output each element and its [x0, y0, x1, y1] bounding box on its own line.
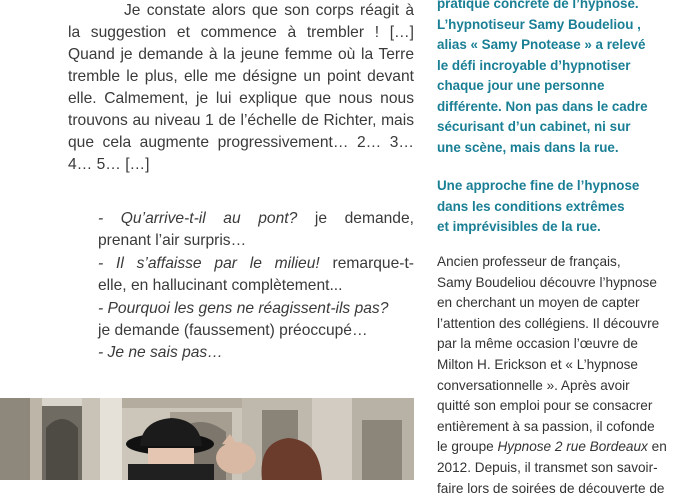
dialogue-line-1 — [98, 208, 414, 230]
dialogue-line-2 — [98, 230, 414, 252]
intro-line: chaque jour une personne — [437, 78, 605, 93]
intro-line: pratique concrète de l’hypnose. — [437, 0, 639, 11]
story-line: la Terre tremble le plus, elle me désigne un — [68, 46, 414, 85]
dialogue-narration: elle, en hallucinant complètement... — [98, 277, 343, 295]
story-line: Je constate alors que son corps réagit — [124, 2, 400, 19]
bio-line: en cherchant un moyen de capter — [437, 295, 640, 311]
dialogue-speech: - Je ne sais pas… — [98, 344, 223, 362]
intro-line: différente. Non pas dans le cadre — [437, 98, 648, 114]
bio-line: Ancien professeur de français, — [437, 254, 621, 269]
intro-line: sécurisant d’un cabinet, ni sur — [437, 119, 631, 134]
story-line: point devant elle. Calmement, je lui explique — [68, 68, 414, 107]
dialogue-speech: - Pourquoi les gens ne réagissent-ils pas? — [98, 299, 389, 317]
dialogue-narration: prenant l’air surpris… — [98, 232, 247, 250]
bio-line: Samy Boudeliou découvre l’hypnose — [437, 274, 657, 290]
story-line: que nous nous trouvons au niveau 1 de — [68, 90, 414, 129]
bio-line: conversationnelle ». Après avoir — [437, 377, 630, 393]
intro-line: L’hypnotiseur Samy Boudeliou , — [437, 16, 641, 32]
bio-line: quitté son emploi pour se consacrer — [437, 398, 653, 414]
bio-line: l’attention des collégiens. Il découvre — [437, 315, 660, 331]
bio-line: 2012. Depuis, il transmet son savoir- — [437, 459, 658, 475]
intro-paragraph-1 — [437, 0, 677, 158]
dialogue-line-7 — [98, 342, 414, 364]
dialogue-narration: je demande (faussement) préoccupé… — [98, 322, 368, 340]
bio-line: en — [647, 439, 667, 455]
bio-line: le groupe — [437, 439, 498, 455]
dialogue-line-5 — [98, 298, 414, 320]
author-bio — [437, 252, 682, 499]
story-line: […] Quand je demande à la jeune femme où — [68, 24, 414, 63]
story-text — [68, 0, 414, 176]
intro-line: dans les conditions extrêmes — [437, 198, 625, 214]
dialogue-line-3 — [98, 253, 414, 275]
story-paragraph — [68, 0, 414, 176]
right-column — [437, 0, 684, 496]
dialogue-speech: - Il s’affaisse par le milieu! — [98, 254, 320, 272]
bio-line: faire lors de soirées de découverte de — [437, 480, 665, 496]
bio-line: Milton H. Erickson et « L’hypnose — [437, 356, 638, 372]
story-line: l’échelle de Richter, mais que cela augmente — [68, 112, 414, 151]
dialogue-narration: je demande, — [297, 210, 414, 227]
intro-line: et imprévisibles de la rue. — [437, 219, 601, 234]
dialogue-block — [98, 208, 414, 365]
group-name: Hypnose 2 rue Bordeaux — [497, 439, 648, 455]
dialogue-speech: - Qu’arrive-t-il au pont? — [98, 210, 298, 227]
dialogue-line-6 — [98, 320, 414, 342]
story-line: progressivement… 2… 3… 4… 5… […] — [68, 134, 414, 173]
dialogue-narration: remarque-t- — [319, 254, 414, 272]
intro-highlight — [437, 0, 677, 238]
intro-line: Une approche fine de l’hypnose — [437, 178, 640, 193]
dialogue-line-4 — [98, 275, 414, 297]
bio-line: entièrement à sa passion, il cofonde — [437, 418, 655, 434]
street-photo-image — [0, 398, 414, 480]
bio-paragraph — [437, 252, 682, 499]
story-line: à la suggestion et commence à trembler ! — [68, 2, 414, 41]
bio-line: par la même occasion l’œuvre de — [437, 336, 638, 352]
intro-line: alias « Samy Pnotease » a relevé — [437, 37, 646, 52]
intro-paragraph-2 — [437, 176, 677, 238]
intro-line: le défi incroyable d’hypnotiser — [437, 57, 631, 73]
street-photo — [0, 398, 414, 480]
intro-line: une scène, mais dans la rue. — [437, 139, 619, 155]
